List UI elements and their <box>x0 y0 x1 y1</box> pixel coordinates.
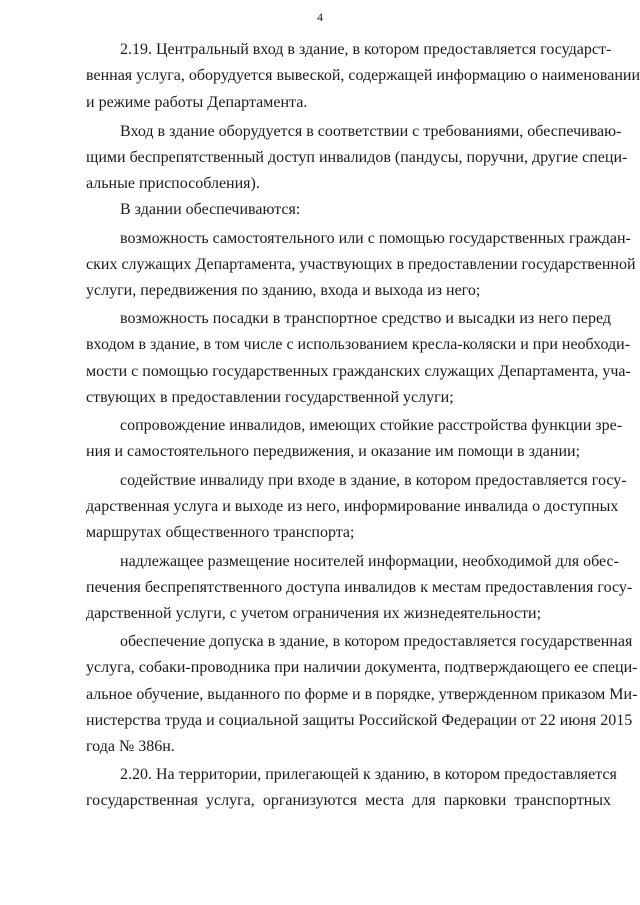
paragraph-information-line-1: надлежащее размещение носителей информации, необходимой для обес- <box>120 553 619 570</box>
paragraph-guide-dog-line-4: нистерства труда и социальной защиты Российской Федерации от 22 июня 2015 <box>86 712 633 729</box>
paragraph-boarding-line-4: ствующих в предоставлении государственной услуги; <box>86 389 454 406</box>
page-number: 4 <box>317 10 323 24</box>
paragraph-entrance-line-2: щими беспрепятственный доступ инвалидов (пандусы, поручни, другие специ- <box>86 149 628 166</box>
paragraph-entrance-line-1: Вход в здание оборудуется в соответствии с требованиями, обеспечиваю- <box>120 123 622 140</box>
paragraph-movement-line-3: услуги, передвижения по зданию, входа и выхода из него; <box>86 282 481 299</box>
paragraph-2-19-line-1: 2.19. Центральный вход в здание, в котором предоставляется государст- <box>120 41 612 58</box>
paragraph-assistance-line-3: маршрутах общественного транспорта; <box>86 524 355 541</box>
paragraph-movement-line-1: возможность самостоятельного или с помощью государственных граждан- <box>120 230 631 247</box>
paragraph-guide-dog-line-2: услуга, собаки-проводника при наличии документа, подтверждающего ее специ- <box>86 659 638 676</box>
paragraph-assistance-line-2: дарственная услуга и выходе из него, информирование инвалида о доступных <box>86 498 619 515</box>
paragraph-escort-line-1: сопровождение инвалидов, имеющих стойкие расстройства функции зре- <box>120 417 623 434</box>
paragraph-escort-line-2: ния и самостоятельного передвижения, и оказание им помощи в здании; <box>86 443 581 460</box>
paragraph-assistance-line-1: содействие инвалиду при входе в здание, в котором предоставляется госу- <box>120 472 627 489</box>
paragraph-information-line-2: печения беспрепятственного доступа инвалидов к местам предоставления госу- <box>86 579 633 596</box>
paragraph-guide-dog-line-5: года № 386н. <box>86 738 175 755</box>
paragraph-2-20-line-1: 2.20. На территории, прилегающей к зданию, в котором предоставляется <box>120 766 617 783</box>
paragraph-boarding-line-1: возможность посадки в транспортное средство и высадки из него перед <box>120 310 611 327</box>
paragraph-2-20-line-2: государственная услуга, организуются места для парковки транспортных <box>86 792 611 809</box>
paragraph-guide-dog-line-1: обеспечение допуска в здание, в котором предоставляется государственная <box>120 633 633 650</box>
paragraph-guide-dog-line-3: альное обучение, выданного по форме и в порядке, утвержденном приказом Ми- <box>86 686 638 703</box>
paragraph-2-19-line-3: и режиме работы Департамента. <box>86 94 308 111</box>
paragraph-provided-line-1: В здании обеспечиваются: <box>120 201 301 218</box>
paragraph-2-19-line-2: венная услуга, оборудуется вывеской, содержащей информацию о наименовании <box>86 67 640 84</box>
paragraph-boarding-line-3: мости с помощью государственных гражданских служащих Департамента, уча- <box>86 363 631 380</box>
paragraph-entrance-line-3: альные приспособления). <box>86 175 260 192</box>
paragraph-boarding-line-2: входом в здание, в том числе с использованием кресла-коляски и при необходи- <box>86 336 631 353</box>
paragraph-information-line-3: дарственной услуги, с учетом ограничения их жизнедеятельности; <box>86 605 542 622</box>
paragraph-movement-line-2: ских служащих Департамента, участвующих в предоставлении государственной <box>86 256 636 273</box>
